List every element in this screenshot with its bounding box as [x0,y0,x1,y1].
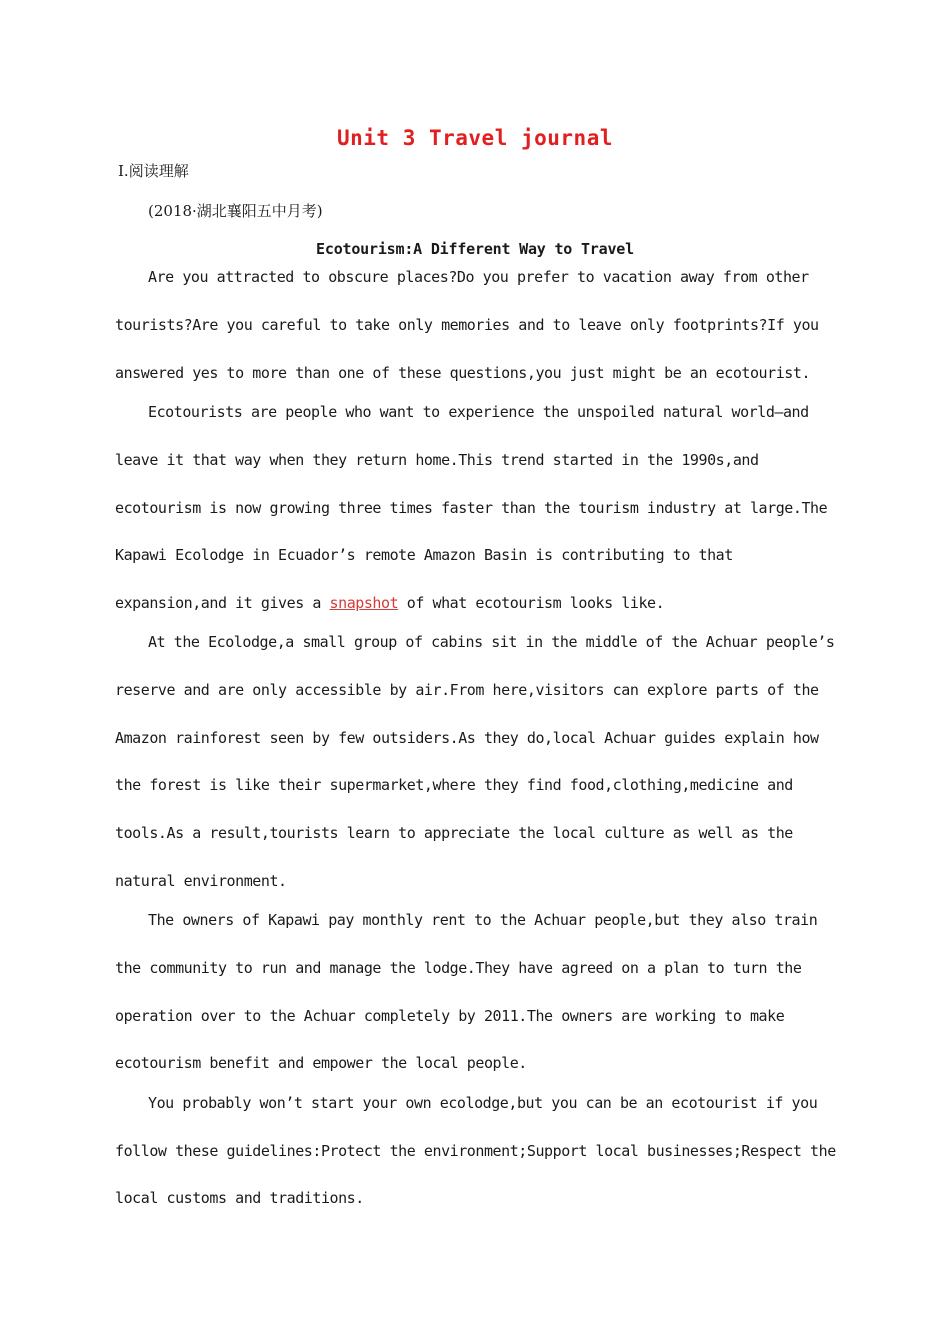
text-line: ecotourism is now growing three times faster than the tourism industry at large.The [115,499,828,517]
section-heading: Ⅰ.阅读理解 [118,162,189,180]
text-line: The owners of Kapawi pay monthly rent to the Achuar people,but they also train [148,911,818,929]
text-line: ecotourism benefit and empower the local people. [115,1054,527,1072]
text-line: Kapawi Ecolodge in Ecuador’s remote Amazon Basin is contributing to that [115,546,733,564]
text-line: the community to run and manage the lodge.They have agreed on a plan to turn the [115,959,802,977]
text-line: follow these guidelines:Protect the environment;Support local businesses;Respect the [115,1142,836,1160]
text-line-with-highlight [115,594,664,612]
text-line: tourists?Are you careful to take only memories and to leave only footprints?If you [115,316,819,334]
article-title: Ecotourism:A Different Way to Travel [316,240,634,258]
text-line: leave it that way when they return home.This trend started in the 1990s,and [115,451,759,469]
text-line: Are you attracted to obscure places?Do you prefer to vacation away from other [148,268,809,286]
text-line: answered yes to more than one of these questions,you just might be an ecotourist. [115,364,811,382]
text-line: You probably won’t start your own ecolodge,but you can be an ecotourist if you [148,1094,818,1112]
text-line: At the Ecolodge,a small group of cabins sit in the middle of the Achuar people’s [148,633,835,651]
text-line: Amazon rainforest seen by few outsiders.As they do,local Achuar guides explain how [115,729,819,747]
text-segment: of what ecotourism looks like. [398,594,665,612]
text-line: the forest is like their supermarket,where they find food,clothing,medicine and [115,776,793,794]
highlighted-word: snapshot [329,594,399,612]
text-segment: expansion,and it gives a [115,594,330,612]
text-line: local customs and traditions. [115,1189,364,1207]
text-line: operation over to the Achuar completely by 2011.The owners are working to make [115,1007,785,1025]
document-title: Unit 3 Travel journal [336,126,613,150]
text-line: reserve and are only accessible by air.From here,visitors can explore parts of the [115,681,819,699]
text-line: natural environment. [115,872,287,890]
text-line: Ecotourists are people who want to experience the unspoiled natural world—and [148,403,809,421]
source-note: (2018·湖北襄阳五中月考) [148,202,323,220]
text-line: tools.As a result,tourists learn to appreciate the local culture as well as the [115,824,793,842]
